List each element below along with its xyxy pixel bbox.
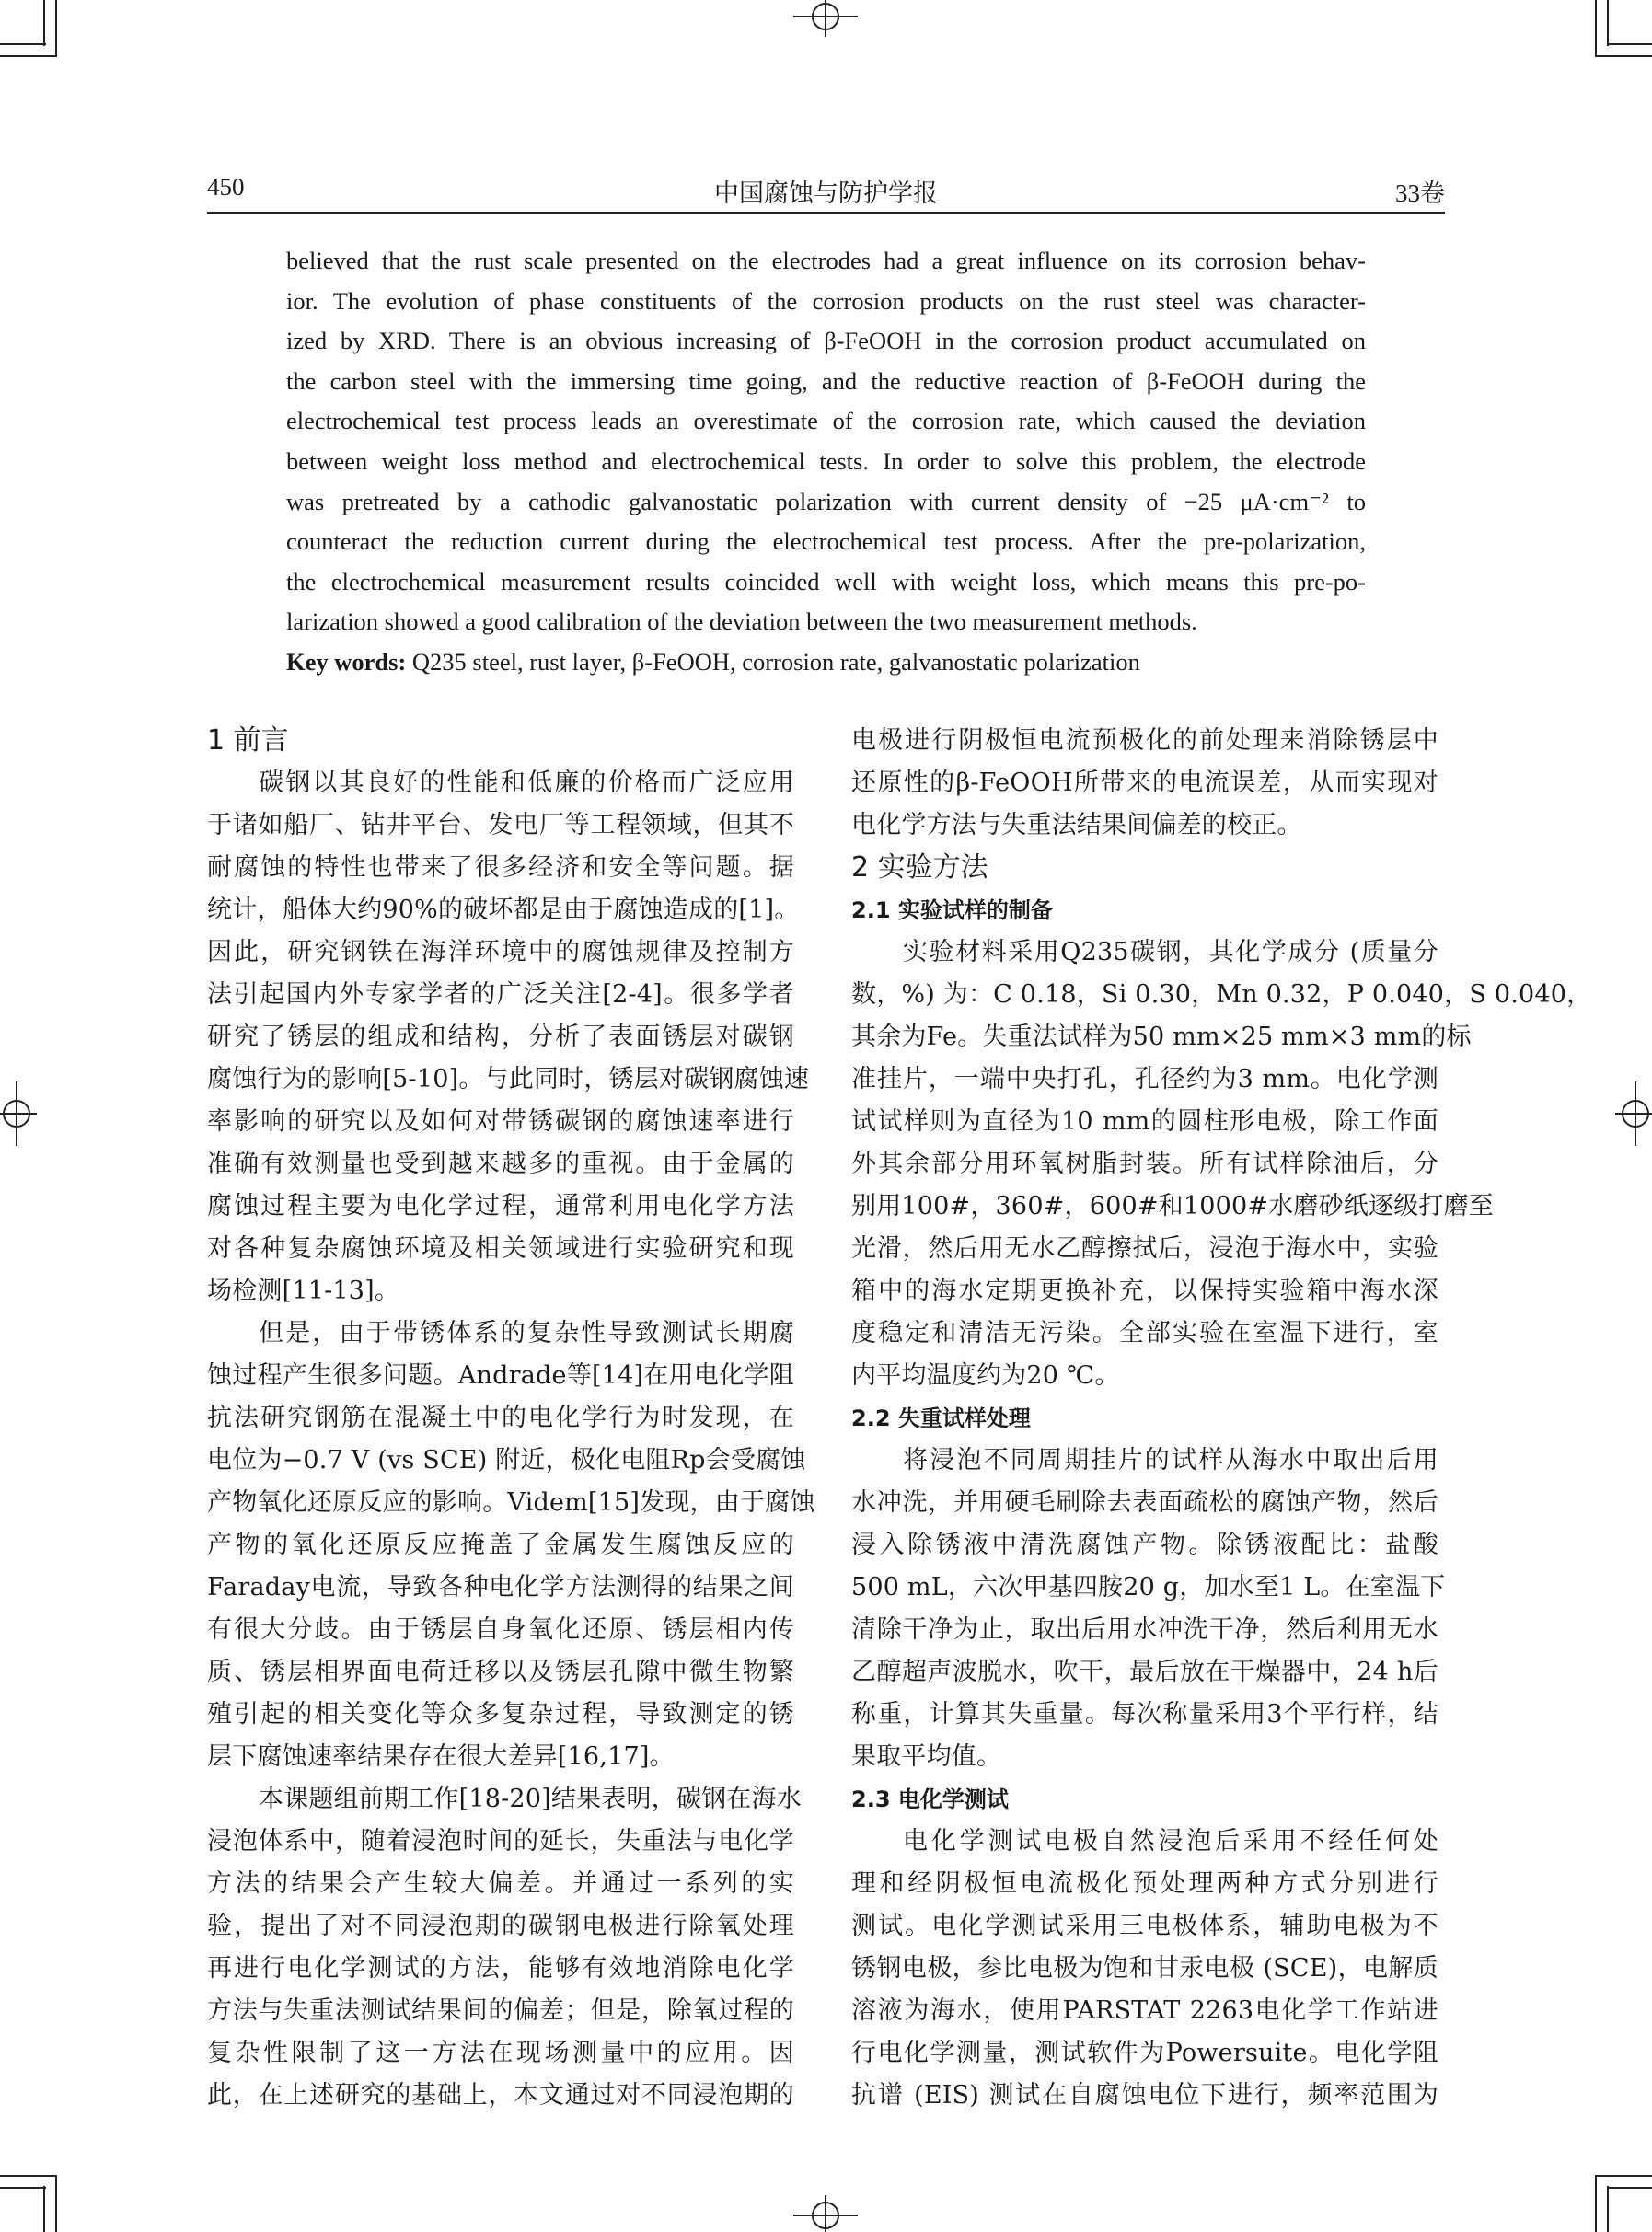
section-heading: 1 前言 xyxy=(207,724,289,757)
crop-mark xyxy=(1595,2175,1597,2232)
abstract-line: the electrochemical measurement results coincided well with weight loss, which means this pre-po- xyxy=(286,567,1366,596)
text-line: 果取平均值。 xyxy=(851,1742,1002,1771)
crop-mark xyxy=(1595,0,1597,57)
text-line: 对各种复杂腐蚀环境及相关领域进行实验研究和现 xyxy=(207,1234,794,1263)
text-line: 本课题组前期工作[18-20]结果表明，碳钢在海水 xyxy=(259,1785,802,1813)
left-column xyxy=(207,720,815,2117)
text-line: 理和经阴极恒电流极化预处理两种方式分别进行 xyxy=(851,1869,1438,1898)
crop-mark xyxy=(1607,43,1652,45)
text-line: 准确有效测量也受到越来越多的重视。由于金属的 xyxy=(207,1150,794,1178)
subsection-heading: 2.3 电化学测试 xyxy=(851,1787,1009,1812)
crop-mark xyxy=(0,2187,46,2189)
section-heading: 2 实验方法 xyxy=(851,851,988,884)
text-line: 500 mL，六次甲基四胺20 g，加水至1 L。在室温下 xyxy=(851,1573,1446,1602)
crop-mark xyxy=(0,55,57,57)
text-line: 电极进行阴极恒电流预极化的前处理来消除锈层中 xyxy=(851,726,1438,755)
text-line: 复杂性限制了这一方法在现场测量中的应用。因 xyxy=(207,2039,794,2067)
registration-mark xyxy=(1615,1072,1652,1155)
crop-mark xyxy=(0,2175,57,2177)
abstract-line: ior. The evolution of phase constituents of the corrosion products on the rust steel was character- xyxy=(286,286,1366,315)
text-line: 因此，研究钢铁在海洋环境中的腐蚀规律及控制方 xyxy=(207,938,794,966)
crop-mark xyxy=(43,2186,45,2232)
abstract-line: believed that the rust scale presented on the electrodes had a great influence on its corrosion behav- xyxy=(286,247,1366,274)
text-line: 称重，计算其失重量。每次称量采用3个平行样，结 xyxy=(851,1700,1438,1729)
text-line: 层下腐蚀速率结果存在很大差异[16,17]。 xyxy=(207,1742,675,1771)
text-line: 方法的结果会产生较大偏差。并通过一系列的实 xyxy=(207,1869,794,1898)
text-line: 再进行电化学测试的方法，能够有效地消除电化学 xyxy=(207,1954,794,1983)
abstract-line: the carbon steel with the immersing time going, and the reductive reaction of β-FeOOH during the xyxy=(286,366,1366,395)
text-line: 准挂片，一端中央打孔，孔径约为3 mm。电化学测 xyxy=(851,1065,1438,1093)
text-line: 别用100#，360#，600#和1000#水磨砂纸逐级打磨至 xyxy=(851,1192,1495,1220)
crop-mark xyxy=(1595,2175,1652,2177)
text-line: 数，%) 为：C 0.18，Si 0.30，Mn 0.32，P 0.040，S 0.040， xyxy=(851,980,1592,1009)
paragraph xyxy=(851,1821,1438,2117)
text-line: 电化学方法与失重法结果间偏差的校正。 xyxy=(851,811,1302,839)
text-line: 锈钢电极，参比电极为饱和甘汞电极 (SCE)，电解质 xyxy=(851,1954,1438,1983)
text-line: 将浸泡不同周期挂片的试样从海水中取出后用 xyxy=(903,1446,1438,1475)
crop-mark xyxy=(1607,2186,1609,2232)
abstract-line: counteract the reduction current during the electrochemical test process. After the pre-polarization, xyxy=(286,527,1366,556)
text-line: 蚀过程产生很多问题。Andrade等[14]在用电化学阻 xyxy=(207,1361,794,1390)
text-line: 验，提出了对不同浸泡期的碳钢电极进行除氧处理 xyxy=(207,1912,794,1940)
text-line: 但是，由于带锈体系的复杂性导致测试长期腐 xyxy=(259,1319,794,1347)
text-line: 电化学测试电极自然浸泡后采用不经任何处 xyxy=(903,1827,1438,1856)
text-line: 率影响的研究以及如何对带锈碳钢的腐蚀速率进行 xyxy=(207,1107,794,1136)
crop-mark xyxy=(55,2175,57,2232)
paragraph xyxy=(207,762,810,1313)
text-line: 统计，船体大约90%的破坏都是由于腐蚀造成的[1]。 xyxy=(207,896,800,924)
text-line: 质、锈层相界面电荷迁移以及锈层孔隙中微生物繁 xyxy=(207,1658,794,1686)
text-line: 浸入除锈液中清洗腐蚀产物。除锈液配比：盐酸 xyxy=(851,1531,1438,1559)
text-line: 光滑，然后用无水乙醇擦拭后，浸泡于海水中，实验 xyxy=(851,1234,1438,1263)
text-line: 产物氧化还原反应的影响。Videm[15]发现，由于腐蚀 xyxy=(207,1488,815,1517)
paragraph xyxy=(207,1313,815,1778)
crop-mark xyxy=(1595,55,1652,57)
subsection-heading: 2.1 实验试样的制备 xyxy=(851,897,1053,923)
text-line: 行电化学测量，测试软件为Powersuite。电化学阻 xyxy=(851,2039,1438,2067)
paragraph xyxy=(207,1778,802,2117)
abstract-line: larization showed a good calibration of the deviation between the two measurement methods. xyxy=(286,607,1197,636)
text-line: 清除干净为止，取出后用水冲洗干净，然后利用无水 xyxy=(851,1615,1438,1644)
abstract-line: electrochemical test process leads an overestimate of the corrosion rate, which caused the deviation xyxy=(286,407,1366,435)
registration-mark xyxy=(784,2195,867,2232)
text-line: 腐蚀过程主要为电化学过程，通常利用电化学方法 xyxy=(207,1192,794,1220)
header-rule xyxy=(207,212,1445,214)
text-line: 产物的氧化还原反应掩盖了金属发生腐蚀反应的 xyxy=(207,1531,794,1559)
keywords-line xyxy=(286,642,1366,683)
journal-title: 中国腐蚀与防护学报 xyxy=(714,179,938,207)
crop-mark xyxy=(0,43,46,45)
abstract-line: was pretreated by a cathodic galvanostatic polarization with current density of −25 μA·cm⁻² to xyxy=(286,487,1366,515)
text-line: 还原性的β-FeOOH所带来的电流误差，从而实现对 xyxy=(851,769,1438,797)
text-line: 箱中的海水定期更换补充，以保持实验箱中海水深 xyxy=(851,1277,1438,1305)
subsection-heading: 2.2 失重试样处理 xyxy=(851,1405,1031,1431)
crop-mark xyxy=(1607,0,1609,46)
paragraph xyxy=(851,1440,1446,1778)
text-line: 电位为−0.7 V (vs SCE) 附近，极化电阻Rp会受腐蚀 xyxy=(207,1446,806,1475)
text-line: Faraday电流，导致各种电化学方法测得的结果之间 xyxy=(207,1573,794,1602)
text-line: 于诸如船厂、钻井平台、发电厂等工程领域，但其不 xyxy=(207,811,794,839)
text-line: 试试样则为直径为10 mm的圆柱形电极，除工作面 xyxy=(851,1107,1438,1136)
abstract xyxy=(286,241,1366,683)
registration-mark xyxy=(784,0,867,37)
text-line: 场检测[11-13]。 xyxy=(207,1277,400,1305)
keywords-label: Key words: xyxy=(286,647,407,676)
text-line: 度稳定和清洁无污染。全部实验在室温下进行，室 xyxy=(851,1319,1438,1347)
running-header xyxy=(207,168,1445,208)
text-line: 法引起国内外专家学者的广泛关注[2-4]。很多学者 xyxy=(207,980,794,1009)
text-line: 溶液为海水，使用PARSTAT 2263电化学工作站进 xyxy=(851,1996,1438,2025)
text-line: 其余为Fe。失重法试样为50 mm×25 mm×3 mm的标 xyxy=(851,1023,1472,1051)
text-line: 测试。电化学测试采用三电极体系，辅助电极为不 xyxy=(851,1912,1438,1940)
abstract-line: between weight loss method and electrochemical tests. In order to solve this problem, the electrode xyxy=(286,446,1366,475)
registration-mark xyxy=(0,1072,37,1155)
page-number: 450 xyxy=(207,173,245,201)
text-line: 耐腐蚀的特性也带来了很多经济和安全等问题。据 xyxy=(207,853,794,882)
text-line: 此，在上述研究的基础上，本文通过对不同浸泡期的 xyxy=(207,2081,794,2110)
crop-mark xyxy=(55,0,57,57)
crop-mark xyxy=(1607,2187,1652,2189)
text-line: 有很大分歧。由于锈层自身氧化还原、锈层相内传 xyxy=(207,1615,794,1644)
text-line: 方法与失重法测试结果间的偏差；但是，除氧过程的 xyxy=(207,1996,794,2025)
paragraph xyxy=(851,720,1438,847)
right-column xyxy=(851,720,1592,2117)
text-line: 研究了锈层的组成和结构，分析了表面锈层对碳钢 xyxy=(207,1023,794,1051)
text-line: 抗谱 (EIS) 测试在自腐蚀电位下进行，频率范围为 xyxy=(851,2081,1438,2110)
text-line: 殖引起的相关变化等众多复杂过程，导致测定的锈 xyxy=(207,1700,794,1729)
text-line: 实验材料采用Q235碳钢，其化学成分 (质量分 xyxy=(903,938,1438,966)
text-line: 内平均温度约为20 ℃。 xyxy=(851,1361,1120,1390)
text-line: 水冲洗，并用硬毛刷除去表面疏松的腐蚀产物，然后 xyxy=(851,1488,1438,1517)
text-line: 腐蚀行为的影响[5-10]。与此同时，锈层对碳钢腐蚀速 xyxy=(207,1065,810,1093)
text-line: 抗法研究钢筋在混凝土中的电化学行为时发现，在 xyxy=(207,1404,794,1432)
crop-mark xyxy=(43,0,45,46)
paragraph xyxy=(851,931,1592,1397)
volume-label: 33卷 xyxy=(1395,179,1445,207)
abstract-line: ized by XRD. There is an obvious increasing of β-FeOOH in the corrosion product accumulated on xyxy=(286,327,1366,355)
text-line: 浸泡体系中，随着浸泡时间的延长，失重法与电化学 xyxy=(207,1827,794,1856)
text-line: 乙醇超声波脱水，吹干，最后放在干燥器中，24 h后 xyxy=(851,1658,1438,1686)
text-line: 碳钢以其良好的性能和低廉的价格而广泛应用 xyxy=(259,769,794,797)
keywords-text: Q235 steel, rust layer, β-FeOOH, corrosion rate, galvanostatic polarization xyxy=(411,647,1140,676)
text-line: 外其余部分用环氧树脂封装。所有试样除油后，分 xyxy=(851,1150,1438,1178)
